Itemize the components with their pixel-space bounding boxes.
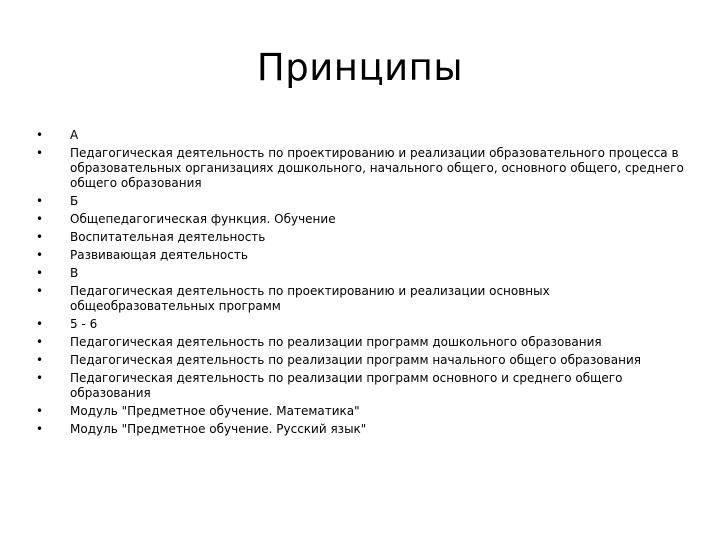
- bullet-icon: •: [36, 422, 44, 436]
- list-item-text: Развивающая деятельность: [70, 248, 248, 262]
- list-item-text: Педагогическая деятельность по проектированию и реализации основных общеобразовательных программ: [70, 284, 550, 313]
- list-item-text: Педагогическая деятельность по реализации программ начального общего образования: [70, 353, 641, 367]
- bullet-icon: •: [36, 353, 44, 367]
- list-item-text: Модуль "Предметное обучение. Математика": [70, 404, 360, 418]
- list-item: [36, 212, 686, 227]
- list-item-text: Общепедагогическая функция. Обучение: [70, 212, 336, 226]
- list-item: [36, 317, 686, 332]
- bullet-icon: •: [36, 317, 44, 331]
- list-item-text: Педагогическая деятельность по проектированию и реализации образовательного процесса в образовательных организациях дошкольного, начального общего, основного общего, среднего общего образования: [70, 146, 684, 190]
- bullet-list: [36, 128, 686, 440]
- list-item-text: В: [70, 266, 79, 280]
- bullet-icon: •: [36, 212, 44, 226]
- list-item: [36, 230, 686, 245]
- bullet-icon: •: [36, 248, 44, 262]
- bullet-icon: •: [36, 284, 44, 298]
- list-item-text: Модуль "Предметное обучение. Русский язык": [70, 422, 367, 436]
- list-item-text: А: [70, 128, 79, 142]
- list-item: [36, 284, 686, 314]
- list-item: [36, 128, 686, 143]
- list-item-text: Воспитательная деятельность: [70, 230, 266, 244]
- slide-title: Принципы: [256, 46, 464, 89]
- bullet-icon: •: [36, 371, 44, 385]
- bullet-icon: •: [36, 128, 44, 142]
- list-item: [36, 422, 686, 437]
- bullet-icon: •: [36, 146, 44, 160]
- list-item: [36, 371, 686, 401]
- bullet-icon: •: [36, 335, 44, 349]
- list-item-text: 5 - 6: [70, 317, 98, 331]
- list-item: [36, 335, 686, 350]
- list-item-text: Б: [70, 194, 79, 208]
- list-item: [36, 266, 686, 281]
- list-item-text: Педагогическая деятельность по реализации программ основного и среднего общего образования: [70, 371, 623, 400]
- list-item: [36, 353, 686, 368]
- list-item: [36, 404, 686, 419]
- bullet-icon: •: [36, 230, 44, 244]
- bullet-icon: •: [36, 266, 44, 280]
- bullet-icon: •: [36, 194, 44, 208]
- bullet-icon: •: [36, 404, 44, 418]
- list-item: [36, 248, 686, 263]
- list-item: [36, 146, 686, 191]
- list-item: [36, 194, 686, 209]
- list-item-text: Педагогическая деятельность по реализации программ дошкольного образования: [70, 335, 602, 349]
